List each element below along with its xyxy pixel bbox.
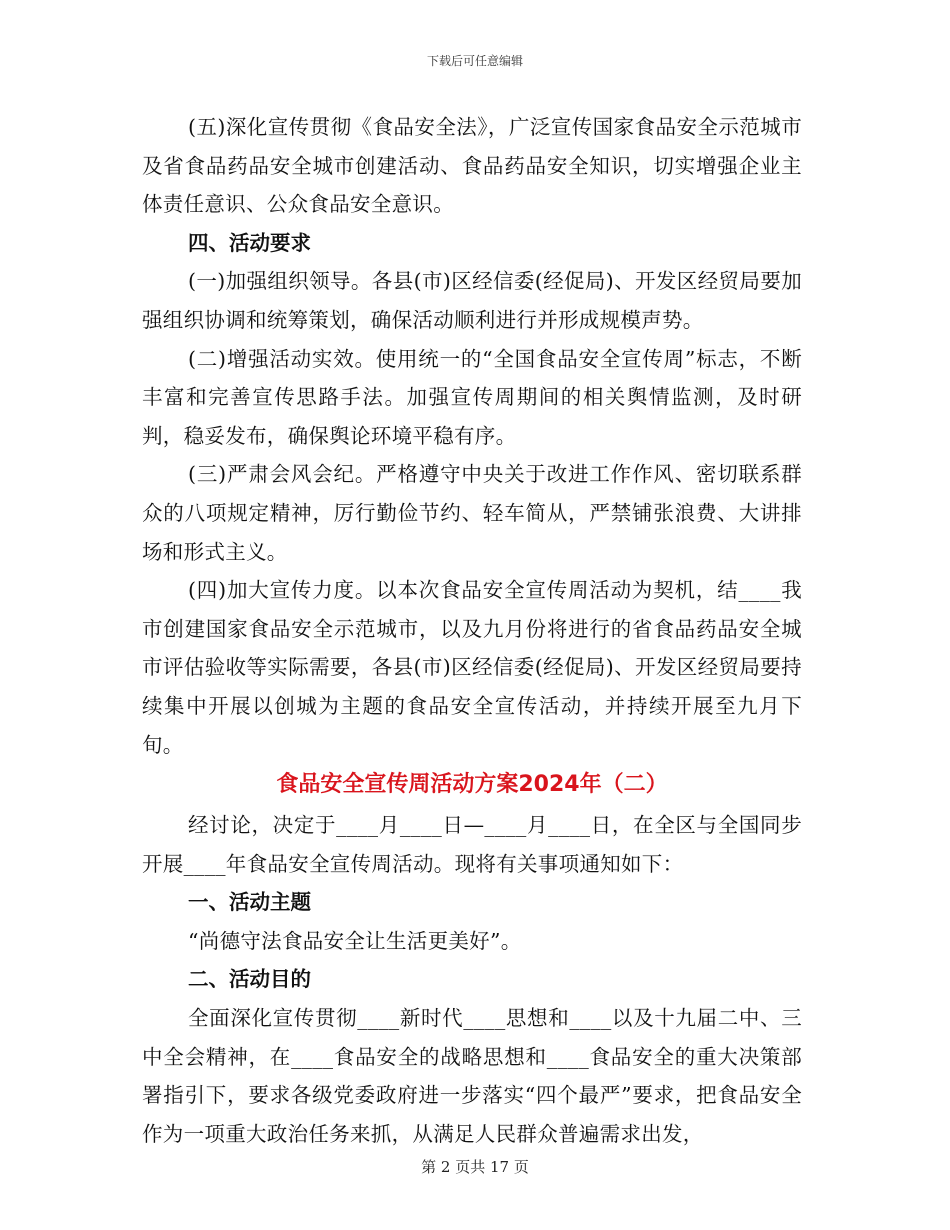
paragraph-3-discipline: (三)严肃会风会纪。严格遵守中央关于改进工作作风、密切联系群众的八项规定精神，厉行勤俭节约、轻车简从，严禁铺张浪费、大讲排场和形式主义。 — [142, 462, 802, 564]
paragraph-purpose: 全面深化宣传贯彻____新时代____思想和____以及十九届二中、三中全会精神，在____食品安全的战略思想和____食品安全的重大决策部署指引下，要求各级党委政府进一步落实“四个最严”要求，把食品安全作为一项重大政治任务来抓，从满足人民群众普遍需求出发， — [142, 1006, 802, 1146]
section-heading-purpose: 二、活动目的 — [188, 967, 311, 992]
paragraph-intro: 经讨论，决定于____月____日—____月____日，在全区与全国同步开展____年食品安全宣传周活动。现将有关事项通知如下： — [142, 813, 802, 876]
page-footer: 第 2 页共 17 页 — [421, 1158, 529, 1176]
section-heading-theme: 一、活动主题 — [188, 890, 311, 915]
section-heading-requirements: 四、活动要求 — [188, 230, 311, 255]
document-body — [142, 108, 802, 1153]
paragraph-1-leadership: (一)加强组织领导。各县(市)区经信委(经促局)、开发区经贸局要加强组织协调和统筹策划，确保活动顺利进行并形成规模声势。 — [142, 269, 802, 332]
document-title: 食品安全宣传周活动方案2024年（二） — [276, 772, 668, 798]
paragraph-theme: “尚德守法食品安全让生活更美好”。 — [188, 928, 522, 953]
paragraph-5-publicity: (五)深化宣传贯彻《食品安全法》，广泛宣传国家食品安全示范城市及省食品药品安全城市创建活动、食品药品安全知识，切实增强企业主体责任意识、公众食品安全意识。 — [142, 115, 802, 217]
page-header: 下载后可任意编辑 — [426, 54, 523, 68]
paragraph-2-effectiveness: (二)增强活动实效。使用统一的“全国食品安全宣传周”标志，不断丰富和完善宣传思路手法。加强宣传周期间的相关舆情监测，及时研判，稳妥发布，确保舆论环境平稳有序。 — [142, 346, 802, 448]
paragraph-4-intensity: (四)加大宣传力度。以本次食品安全宣传周活动为契机，结____我市创建国家食品安全示范城市，以及九月份将进行的省食品药品安全城市评估验收等实际需要，各县(市)区经信委(经促局)、开发区经贸局要持续集中开展以创城为主题的食品安全宣传活动，并持续开展至九月下旬。 — [142, 578, 802, 757]
